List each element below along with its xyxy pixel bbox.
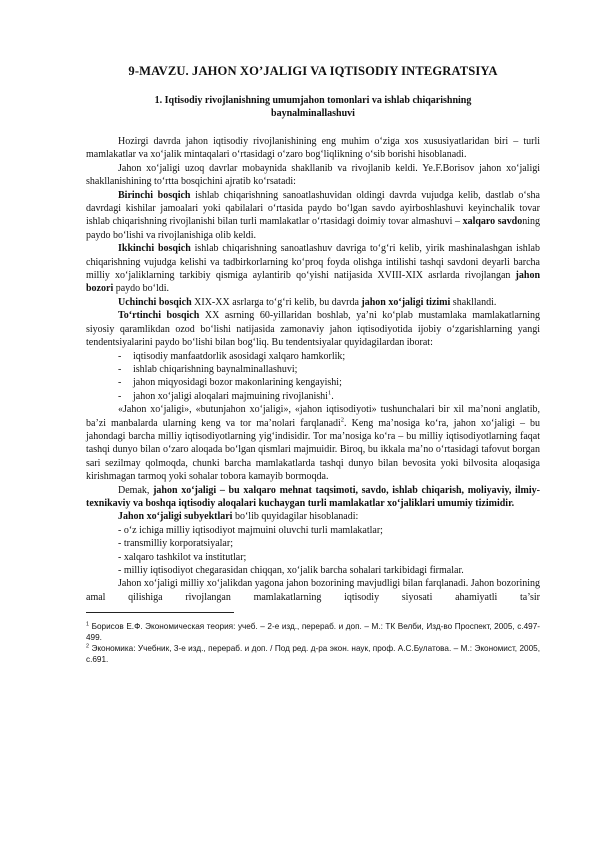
list-item-text: iqtisodiy manfaatdorlik asosidagi xalqaro hamkorlik; [133, 350, 346, 362]
document-page [86, 64, 540, 665]
paragraph-world-market: Jahon xo‘jaligi milliy xo‘jalikdan yagona jahon bozorining mavjudligi bilan farqlanadi. Jahon bozorining amal qilishiga rivojlangan mamlakatlarning iqtisodiy siyosati ahamiyatli ta’sir [86, 578, 540, 603]
list-item: - iqtisodiy manfaatdorlik asosidagi xalqaro hamkorlik; [118, 350, 346, 362]
list-item: - o‘z ichiga milliy iqtisodiyot majmuini oluvchi turli mamlakatlar; [118, 524, 383, 536]
footnote-text: Экономика: Учебник, 3-е изд., перераб. и доп. / Под ред. д-ра экон. наук, проф. А.С.Булатова. – М.: Экономист, 2005, с.691. [86, 644, 540, 665]
list-item-text: jahon miqyosidagi bozor makonlarining kengayishi; [133, 377, 342, 389]
stage-3-label: Uchinchi bosqich [118, 296, 192, 308]
subjects-list [86, 524, 540, 578]
section-heading: 1. Iqtisodiy rivojlanishning umumjahon tomonlari va ishlab chiqarishning baynalminallashuvi [154, 95, 472, 119]
stage-3-term: jahon xo‘jaligi tizimi [361, 296, 451, 308]
paragraph-subjects [86, 510, 540, 523]
stage-1-label: Birinchi bosqich [118, 189, 191, 201]
list-item: - xalqaro tashkilot va institutlar; [118, 551, 247, 563]
footnote-ref-2[interactable]: 2 [340, 416, 345, 424]
definitions-text: «Jahon xo‘jaligi», «butunjahon xo‘jaligi», «jahon iqtisodiyoti» tushunchalari bir xil ma’noni anglatib, ba’zi manbalarda ularning keng va tor ma’nolari farqlanadi [86, 404, 540, 429]
definition-lead: Demak, [118, 484, 154, 496]
stage-1-term: xalqaro savdo [462, 216, 523, 228]
list-item-text: ishlab chiqarishning baynalminallashuvi; [133, 363, 298, 375]
footnote-separator [86, 612, 234, 613]
subjects-lead: bo‘lib quyidagilar hisoblanadi: [232, 511, 359, 523]
stage-2-text-end: paydo bo‘ldi. [113, 283, 170, 295]
list-item: - jahon xo‘jaligi aloqalari majmuining rivojlanishi$^1$. [118, 389, 334, 402]
stage-4-label: To‘rtinchi bosqich [118, 310, 200, 322]
stage-1-text: ishlab chiqarishning sanoatlashuvidan oldingi davrda vujudga kelib, dastlab o‘sha davrdagi kishilar jamoalari yoki qabilalari o‘rtasida paydo bo‘lgan savdo ayirboshlashuvi keyinchalik tovar ishlab chiqarishning rivojlanishi bilan turli mamlakatlar o‘rtasidagi doimiy tovar almashuvi – [86, 189, 540, 228]
list-item: - transmilliy korporatsiyalar; [118, 538, 233, 550]
page-title: 9-MAVZU. JAHON XO’JALIGI VA IQTISODIY INTEGRATSIYA [128, 64, 498, 78]
paragraph-stage-2 [86, 242, 540, 296]
stage-2-text: ishlab chiqarishning sanoatlashuv davriga to‘g‘ri kelib, yirik mashinalashgan ishlab chiqarishning vujudga kelishi va tadbirkorlarning ko‘proq foyda olishga intilishi tashqi savdoni deyarli barcha milliy xo‘jaliklarning tarkibiy qismiga aylantirib qo‘yishi natijasida XVIII-XIX asrlarda rivojlangan [86, 243, 540, 282]
list-item: - milliy iqtisodiyot chegarasidan chiqqan, xo‘jalik barcha sohalari tarkibidagi firmalar. [118, 565, 464, 576]
footnote-ref-1[interactable]: 1 [327, 389, 332, 397]
tendencies-list [86, 350, 540, 404]
list-item-text: jahon xo‘jaligi aloqalari majmuining rivojlanishi [133, 390, 328, 402]
paragraph-borisov: Jahon xo‘jaligi uzoq davrlar mobaynida shakllanib va rivojlanib keldi. Ye.F.Borisov jahon xo‘jaligi shakllanishining to‘rtta bosqichini ajratib ko‘rsatadi: [86, 162, 540, 188]
footnote-2 [86, 643, 540, 665]
paragraph-stage-4 [86, 309, 540, 349]
paragraph-stage-1 [86, 189, 540, 243]
stage-3-text-end: shakllandi. [450, 296, 497, 308]
paragraph-intro: Hozirgi davrda jahon iqtisodiy rivojlanishining eng muhim o‘ziga xos xususiyatlaridan biri – turli mamlakatlar va xo‘jalik mintaqalari o‘rtasidagi o‘zaro bog‘liqlikning o‘sib borishi hisoblanadi. [86, 136, 540, 161]
stage-4-text: XX asrning 60-yillaridan boshlab, ya’ni ko‘plab mustamlaka mamlakatlarning siyosiy qaramlikdan ozod bo‘lishi natijasida zamonaviy jahon iqtisodiyotida ijobiy o‘zgarishlarning yangi tendentsiyalarini paydo bo‘lishi bilan bog‘liq. Bu tendentsiyalar quyidagilardan iborat: [86, 310, 540, 349]
footnote-number: 1 [86, 621, 90, 628]
footnote-text: Борисов Е.Ф. Экономическая теория: учеб. – 2-е изд., перераб. и доп. – М.: ТК Велби, Изд-во Проспект, 2005, с.497-499. [86, 622, 540, 643]
footnote-number: 2 [86, 643, 90, 650]
paragraph-stage-3 [86, 296, 540, 309]
list-item: - ishlab chiqarishning baynalminallashuvi; [118, 363, 298, 375]
list-item: - jahon miqyosidagi bozor makonlarining kengayishi; [118, 377, 342, 389]
definition-bold-text: jahon xo‘jaligi – bu xalqaro mehnat taqsimoti, savdo, ishlab chiqarish, moliyaviy, ilmiy-texnikaviy va boshqa iqtisodiy aloqalari kuchaygan turli mamlakatlar xo‘jaliklari umumiy tizimidir. [86, 484, 540, 509]
stage-2-label: Ikkinchi bosqich [118, 243, 191, 255]
subjects-label: Jahon xo‘jaligi subyektlari [118, 511, 233, 523]
stage-1-text-end: ning paydo bo‘lishi va rivojlanishiga olib keldi. [86, 216, 540, 241]
footnote-1 [86, 621, 540, 643]
stage-2-term: jahon bozori [86, 270, 540, 295]
paragraph-definitions [86, 403, 540, 483]
definitions-text-end: . Keng ma’nosiga ko‘ra, jahon xo‘jaligi – bu jahondagi barcha milliy iqtisodiyotlarning yig‘indisidir. Tor ma’nosiga ko‘ra – bu milliy iqtisodiyotlarning faqat tashqi dunyo bilan o‘zaro aloqada bo‘lgan qismlari majmuidir. Biroq, bu ikkala ma’no o‘rtasidagi tafovut borgan sari sezilmay qolmoqda, chunki barcha mamlakatlarda tashqi dunyo bilan bevosita yoki bilvosita aloqasiga kirishmagan tarmoq yoki sohalar tobora kamayib bormoqda. [86, 417, 541, 483]
stage-3-text: XIX-XX asrlarga to‘g‘ri kelib, bu davrda [191, 296, 362, 308]
paragraph-definition-bold [86, 484, 540, 511]
